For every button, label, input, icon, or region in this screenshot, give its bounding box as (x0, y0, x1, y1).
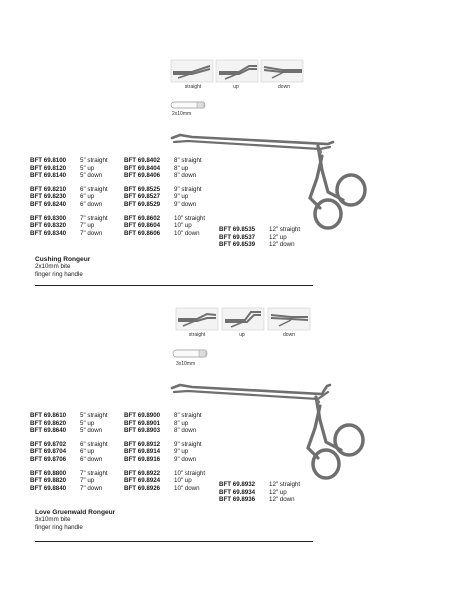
product-size: 12" straight (269, 481, 301, 488)
product-row (124, 427, 219, 435)
product-row (124, 172, 219, 180)
product-row (30, 420, 125, 428)
product-size: 6" down (80, 200, 103, 208)
product-group (124, 412, 219, 435)
product-row (124, 477, 219, 485)
product-size: 10" up (174, 222, 192, 230)
product-code: BFT 69.8903 (124, 427, 161, 435)
product-group (219, 226, 314, 249)
product-code: BFT 69.8916 (124, 455, 161, 463)
product-code: BFT 69.8606 (124, 229, 161, 237)
jaw-view-label: up (239, 332, 245, 338)
product-group (30, 215, 125, 238)
product-row (30, 448, 125, 456)
product-size: 12" down (269, 496, 295, 504)
product-code: BFT 69.8230 (30, 193, 67, 201)
product-row (30, 427, 125, 435)
product-title-block (35, 256, 90, 279)
product-code: BFT 69.8840 (30, 484, 67, 492)
product-row (124, 441, 219, 449)
product-code: BFT 69.8539 (219, 241, 256, 249)
jaw-down-image (260, 58, 305, 84)
product-code: BFT 69.8300 (30, 214, 67, 222)
product-code: BFT 69.8527 (124, 193, 161, 201)
product-code: BFT 69.8620 (30, 419, 67, 427)
product-size: 10" down (174, 229, 200, 237)
product-size: 7" straight (80, 469, 108, 477)
bite-tip-image (170, 100, 210, 110)
product-row (124, 470, 219, 478)
product-size: 6" straight (80, 185, 108, 193)
product-size: 6" down (80, 455, 103, 463)
product-row (219, 496, 314, 504)
product-size: 5" up (80, 164, 95, 172)
product-group (124, 470, 219, 493)
bite-size-label: 3x10mm (176, 361, 196, 367)
bite-tip-image (172, 348, 212, 360)
product-code: BFT 69.8706 (30, 455, 67, 463)
product-code: BFT 69.8924 (124, 477, 161, 485)
product-group (124, 186, 219, 209)
product-row (30, 157, 125, 165)
product-group (219, 481, 314, 504)
product-row (124, 193, 219, 201)
product-table-col-3 (219, 226, 314, 255)
jaw-view-label: down (278, 84, 290, 90)
product-row (30, 456, 125, 464)
product-table-col-2 (124, 412, 219, 498)
product-code: BFT 69.8525 (124, 185, 161, 193)
product-group (124, 441, 219, 464)
product-code: BFT 69.8702 (30, 440, 67, 448)
product-code: BFT 69.8901 (124, 419, 161, 427)
product-code: BFT 69.8640 (30, 427, 67, 435)
product-size: 12" down (269, 241, 295, 249)
product-row (124, 412, 219, 420)
product-size: 12" up (269, 233, 287, 241)
product-code: BFT 69.8404 (124, 164, 161, 172)
product-size: 9" down (174, 455, 197, 463)
jaw-straight-image (170, 58, 215, 84)
product-code: BFT 69.8537 (219, 233, 256, 241)
product-row (30, 222, 125, 230)
product-size: 9" down (174, 200, 197, 208)
product-size: 7" down (80, 484, 103, 492)
product-row (30, 477, 125, 485)
product-row (124, 420, 219, 428)
product-table-col-3 (219, 481, 314, 510)
product-size: 12" up (269, 488, 287, 496)
product-code: BFT 69.8932 (219, 481, 256, 488)
product-code: BFT 69.8914 (124, 448, 161, 456)
product-code: BFT 69.8402 (124, 157, 161, 164)
product-title: Love Gruenwald Rongeur (35, 509, 116, 516)
product-code: BFT 69.8240 (30, 200, 67, 208)
product-row (30, 201, 125, 209)
product-code: BFT 69.8602 (124, 214, 161, 222)
product-row (124, 165, 219, 173)
product-row (124, 186, 219, 194)
product-code: BFT 69.8210 (30, 185, 67, 193)
product-row (30, 186, 125, 194)
product-row (30, 165, 125, 173)
product-code: BFT 69.8535 (219, 226, 256, 233)
product-table-col-1 (30, 157, 125, 243)
product-size: 5" down (80, 427, 103, 435)
product-group (30, 412, 125, 435)
jaw-down-image (267, 306, 312, 332)
product-code: BFT 69.8934 (219, 488, 256, 496)
product-row (30, 485, 125, 493)
product-code: BFT 69.8800 (30, 469, 67, 477)
product-row (124, 485, 219, 493)
product-size: 8" down (174, 427, 197, 435)
product-group (124, 157, 219, 180)
product-group (30, 441, 125, 464)
product-size: 8" up (174, 164, 189, 172)
product-size: 9" up (174, 448, 189, 456)
product-code: BFT 69.8610 (30, 412, 67, 419)
product-size: 8" straight (174, 412, 202, 419)
product-group (30, 470, 125, 493)
product-row (30, 172, 125, 180)
product-code: BFT 69.8936 (219, 496, 256, 504)
product-code: BFT 69.8320 (30, 222, 67, 230)
product-size: 12" straight (269, 226, 301, 233)
product-code: BFT 69.8820 (30, 477, 67, 485)
product-size: 9" straight (174, 185, 202, 193)
product-size: 8" up (174, 419, 189, 427)
product-size: 6" straight (80, 440, 108, 448)
product-row (124, 456, 219, 464)
product-row (219, 241, 314, 249)
product-code: BFT 69.8926 (124, 484, 161, 492)
product-title-block (35, 509, 115, 532)
section-divider (35, 285, 313, 286)
product-row (124, 448, 219, 456)
product-row (30, 215, 125, 223)
product-size: 8" down (174, 172, 197, 180)
jaw-straight-image (175, 306, 220, 332)
product-table-col-1 (30, 412, 125, 498)
product-size: 8" straight (174, 157, 202, 164)
jaw-up-image (221, 306, 266, 332)
product-code: BFT 69.8406 (124, 172, 161, 180)
product-size: 9" up (174, 193, 189, 201)
jaw-view-label: straight (188, 332, 206, 338)
product-size: 7" up (80, 222, 95, 230)
product-size: 10" up (174, 477, 192, 485)
jaw-view-label: straight (184, 84, 202, 90)
product-code: BFT 69.8529 (124, 200, 161, 208)
product-row (30, 193, 125, 201)
product-row (124, 215, 219, 223)
product-code: BFT 69.8604 (124, 222, 161, 230)
product-size: 5" down (80, 172, 103, 180)
product-code: BFT 69.8912 (124, 440, 161, 448)
product-detail: 3x10mm bite (35, 516, 71, 523)
product-size: 7" up (80, 477, 95, 485)
product-code: BFT 69.8340 (30, 229, 67, 237)
product-detail: finger ring handle (35, 524, 83, 531)
product-row (124, 157, 219, 165)
product-row (219, 226, 314, 234)
product-code: BFT 69.8900 (124, 412, 161, 419)
product-detail: 2x10mm bite (35, 263, 71, 270)
jaw-view-label: down (283, 332, 295, 338)
product-size: 6" up (80, 193, 95, 201)
product-row (30, 470, 125, 478)
product-row (30, 441, 125, 449)
product-size: 5" straight (80, 157, 108, 164)
jaw-up-image (215, 58, 260, 84)
product-row (30, 412, 125, 420)
product-size: 7" straight (80, 214, 108, 222)
product-size: 6" up (80, 448, 95, 456)
product-row (124, 230, 219, 238)
product-code: BFT 69.8100 (30, 157, 67, 164)
product-code: BFT 69.8120 (30, 164, 67, 172)
product-row (124, 222, 219, 230)
product-row (219, 234, 314, 242)
product-size: 5" up (80, 419, 95, 427)
product-group (30, 157, 125, 180)
product-row (30, 230, 125, 238)
jaw-view-label: up (233, 84, 239, 90)
product-size: 10" straight (174, 469, 206, 477)
product-table-col-2 (124, 157, 219, 243)
product-size: 7" down (80, 229, 103, 237)
product-code: BFT 69.8922 (124, 469, 161, 477)
product-size: 5" straight (80, 412, 108, 419)
product-code: BFT 69.8140 (30, 172, 67, 180)
product-title: Cushing Rongeur (35, 256, 91, 263)
product-row (219, 489, 314, 497)
product-group (30, 186, 125, 209)
product-size: 10" down (174, 484, 200, 492)
section-divider (35, 541, 313, 542)
product-row (124, 201, 219, 209)
product-code: BFT 69.8704 (30, 448, 67, 456)
product-size: 10" straight (174, 214, 206, 222)
product-detail: finger ring handle (35, 271, 83, 278)
product-row (219, 481, 314, 489)
product-size: 9" straight (174, 440, 202, 448)
bite-size-label: 2x10mm (172, 111, 192, 117)
product-group (124, 215, 219, 238)
